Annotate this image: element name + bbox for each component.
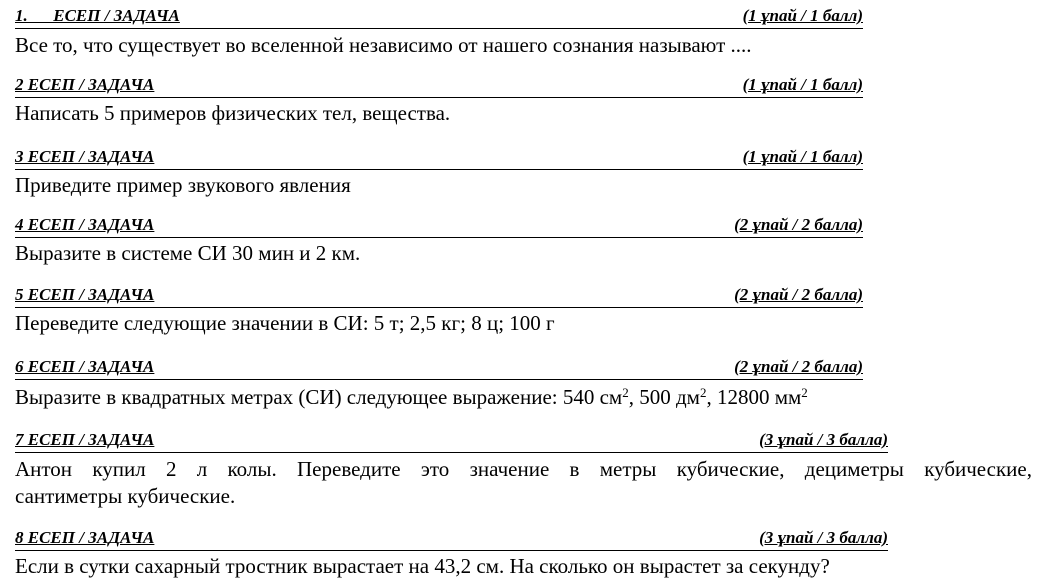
- task-8-question: Если в сутки сахарный тростник вырастает на 43,2 см. На сколько он вырастет за секунду?: [15, 554, 830, 578]
- task-6-question: [15, 384, 808, 411]
- task-1-points: (1 ұпай / 1 балл): [742, 6, 863, 25]
- task-6-question-part-1: Выразите в квадратных метрах (СИ) следующее выражение: 540 см: [15, 385, 623, 409]
- task-7-title: 7 ЕСЕП / ЗАДАЧА: [15, 430, 155, 449]
- task-6-question-part-2: , 500 дм: [628, 385, 700, 409]
- task-7-header: [15, 428, 888, 453]
- task-7-points: (3 ұпай / 3 балла): [759, 430, 888, 449]
- task-4-question: Выразите в системе СИ 30 мин и 2 км.: [15, 241, 361, 265]
- task-3-question: Приведите пример звукового явления: [15, 173, 351, 197]
- task-6-sup-1: 2: [622, 385, 629, 400]
- task-8-header: [15, 526, 888, 551]
- task-7-question-line-2: сантиметры кубические.: [15, 484, 236, 508]
- task-4-title: 4 ЕСЕП / ЗАДАЧА: [15, 215, 155, 234]
- task-6-title: 6 ЕСЕП / ЗАДАЧА: [15, 357, 155, 376]
- task-1-header: [15, 4, 863, 29]
- task-1-title: 1. ЕСЕП / ЗАДАЧА: [15, 6, 180, 25]
- task-8-title: 8 ЕСЕП / ЗАДАЧА: [15, 528, 155, 547]
- task-6-sup-3: 2: [801, 385, 808, 400]
- task-7-question: [15, 456, 1032, 510]
- task-2-title: 2 ЕСЕП / ЗАДАЧА: [15, 75, 155, 94]
- task-7-question-line-1: Антон купил 2 л колы. Переведите это значение в метры кубические, дециметры кубические,: [15, 457, 1032, 481]
- task-6-header: [15, 355, 863, 380]
- task-8-points: (3 ұпай / 3 балла): [759, 528, 888, 547]
- task-3-title: 3 ЕСЕП / ЗАДАЧА: [15, 147, 155, 166]
- task-6-sup-2: 2: [699, 385, 707, 400]
- task-1-question: Все то, что существует во вселенной независимо от нашего сознания называют ....: [15, 33, 752, 57]
- task-3-header: [15, 145, 863, 170]
- task-4-header: [15, 213, 863, 238]
- task-2-question: Написать 5 примеров физических тел, вещества.: [15, 101, 451, 125]
- task-3-points: (1 ұпай / 1 балл): [742, 147, 863, 166]
- task-6-question-part-3: , 12800 мм: [706, 385, 802, 409]
- task-2-points: (1 ұпай / 1 балл): [742, 75, 863, 94]
- task-5-title: 5 ЕСЕП / ЗАДАЧА: [15, 285, 155, 304]
- task-2-header: [15, 73, 863, 98]
- task-5-header: [15, 283, 863, 308]
- task-5-question: Переведите следующие значении в СИ: 5 т; 2,5 кг; 8 ц; 100 г: [15, 311, 555, 335]
- task-5-points: (2 ұпай / 2 балла): [734, 285, 863, 304]
- task-6-points: (2 ұпай / 2 балла): [734, 357, 863, 376]
- task-4-points: (2 ұпай / 2 балла): [734, 215, 863, 234]
